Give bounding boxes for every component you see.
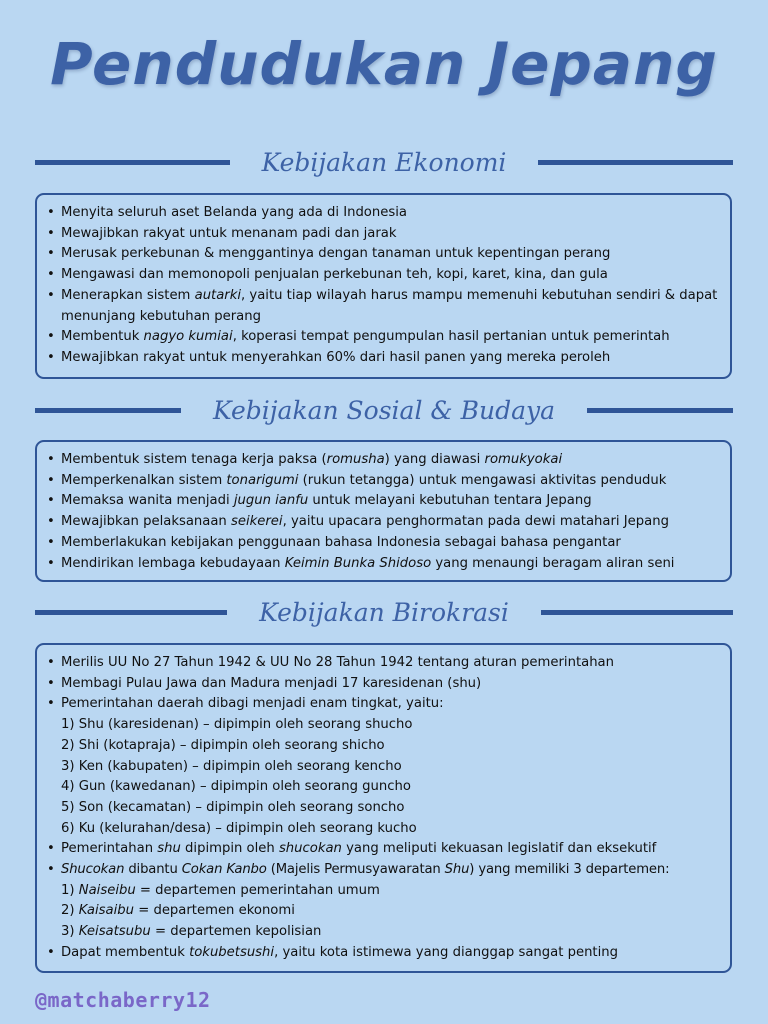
list-item: • Menerapkan sistem autarki, yaitu tiap wilayah harus mampu memenuhi kebutuhan sendiri & dapat menunjang kebutuhan perang (47, 286, 720, 327)
list-item: • Dapat membentuk tokubetsushi, yaitu kota istimewa yang dianggap sangat penting (47, 943, 720, 964)
list-subitem: 1) Naiseibu = departemen pemerintahan umum (61, 882, 380, 898)
divider-line (538, 160, 733, 165)
ekonomi-list (47, 203, 720, 369)
list-item: • Mewajibkan pelaksanaan seikerei, yaitu upacara penghormatan pada dewi matahari Jepang (47, 512, 720, 533)
list-item: • Memberlakukan kebijakan penggunaan bahasa Indonesia sebagai bahasa pengantar (47, 533, 720, 554)
list-item: • Mewajibkan rakyat untuk menanam padi dan jarak (47, 224, 720, 245)
sosial-list (47, 450, 720, 574)
section-title: Kebijakan Birokrasi (259, 597, 509, 627)
list-item: • Menyita seluruh aset Belanda yang ada di Indonesia (47, 203, 720, 224)
list-subitem: 4) Gun (kawedanan) – dipimpin oleh seorang guncho (61, 779, 411, 795)
birokrasi-box (35, 643, 732, 973)
divider-line (35, 610, 227, 615)
section-heading-sosial (35, 390, 733, 430)
list-item: • Membentuk sistem tenaga kerja paksa (romusha) yang diawasi romukyokai (47, 450, 720, 471)
sosial-box (35, 440, 732, 582)
list-item: • Memperkenalkan sistem tonarigumi (rukun tetangga) untuk mengawasi aktivitas penduduk (47, 471, 720, 492)
author-handle: @matchaberry12 (35, 988, 211, 1012)
list-item: • Merusak perkebunan & menggantinya dengan tanaman untuk kepentingan perang (47, 244, 720, 265)
section-title: Kebijakan Sosial & Budaya (212, 395, 556, 425)
list-item: • Merilis UU No 27 Tahun 1942 & UU No 28 Tahun 1942 tentang aturan pemerintahan (47, 653, 720, 674)
list-subitem: 6) Ku (kelurahan/desa) – dipimpin oleh seorang kucho (61, 820, 417, 836)
list-subitem: 2) Shi (kotapraja) – dipimpin oleh seorang shicho (61, 737, 385, 753)
section-heading-ekonomi (35, 142, 733, 182)
list-item: • Mewajibkan rakyat untuk menyerahkan 60% dari hasil panen yang mereka peroleh (47, 348, 720, 369)
list-item: • Mengawasi dan memonopoli penjualan perkebunan teh, kopi, karet, kina, dan gula (47, 265, 720, 286)
list-item: • Shucokan dibantu Cokan Kanbo (Majelis Permusyawaratan Shu) yang memiliki 3 departemen: (47, 860, 720, 881)
divider-line (35, 160, 230, 165)
divider-line (35, 408, 181, 413)
birokrasi-list (47, 653, 720, 964)
list-subitem: 3) Keisatsubu = departemen kepolisian (61, 924, 322, 940)
list-item: • Memaksa wanita menjadi jugun ianfu untuk melayani kebutuhan tentara Jepang (47, 491, 720, 512)
divider-line (541, 610, 733, 615)
section-title: Kebijakan Ekonomi (261, 147, 507, 177)
page-title: Pendudukan Jepang (50, 30, 718, 98)
list-item: • Mendirikan lembaga kebudayaan Keimin Bunka Shidoso yang menaungi beragam aliran seni (47, 554, 720, 575)
section-heading-birokrasi (35, 592, 733, 632)
list-subitem: 3) Ken (kabupaten) – dipimpin oleh seorang kencho (61, 758, 402, 774)
list-subitem: 5) Son (kecamatan) – dipimpin oleh seorang soncho (61, 799, 405, 815)
list-item: • Pemerintahan daerah dibagi menjadi enam tingkat, yaitu: (47, 694, 720, 715)
ekonomi-box (35, 193, 732, 379)
list-subitem: 2) Kaisaibu = departemen ekonomi (61, 903, 295, 919)
list-item: • Pemerintahan shu dipimpin oleh shucokan yang meliputi kekuasan legislatif dan eksekutif (47, 839, 720, 860)
list-item: • Membagi Pulau Jawa dan Madura menjadi 17 karesidenan (shu) (47, 674, 720, 695)
list-subitem: 1) Shu (karesidenan) – dipimpin oleh seorang shucho (61, 717, 413, 733)
divider-line (587, 408, 733, 413)
list-item: • Membentuk nagyo kumiai, koperasi tempat pengumpulan hasil pertanian untuk pemerintah (47, 327, 720, 348)
